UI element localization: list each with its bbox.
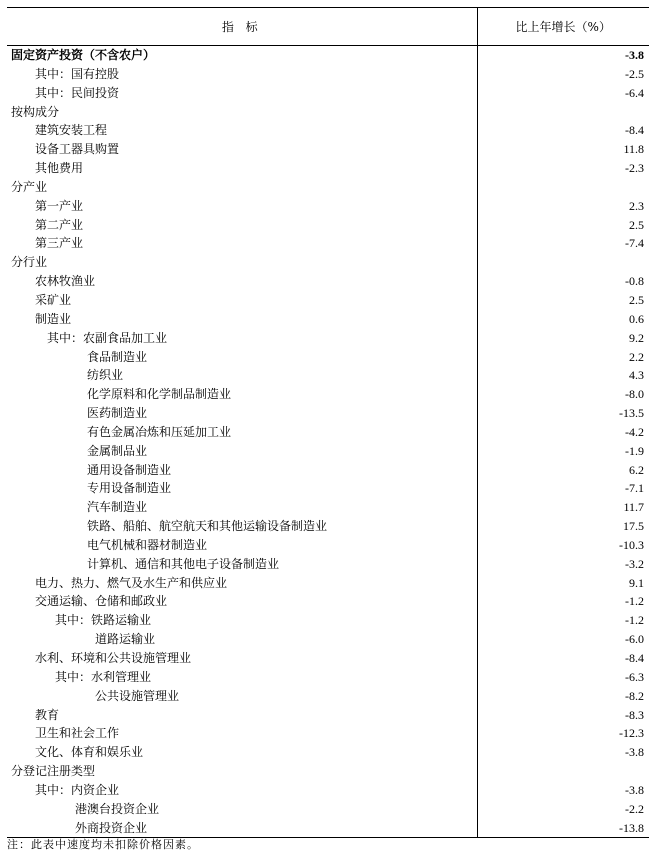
table-row [7,611,649,630]
indicator-label: 计算机、通信和其他电子设备制造业 [87,556,280,571]
indicator-label: 第三产业 [35,236,84,251]
indicator-label: 通用设备制造业 [87,462,172,477]
table-row [7,197,649,216]
growth-value: -7.4 [477,234,649,253]
indicator-label: 道路运输业 [95,632,156,647]
indicator-label: 其中：水利管理业 [55,669,152,684]
growth-value: -6.0 [477,630,649,649]
table-row [7,649,649,668]
growth-value: 2.5 [477,291,649,310]
growth-value: 9.1 [477,574,649,593]
table-row [7,159,649,178]
table-row [7,423,649,442]
growth-value: -8.4 [477,649,649,668]
table-row [7,743,649,762]
table-row [7,668,649,687]
growth-value: -1.2 [477,611,649,630]
table-body [7,46,649,838]
indicator-label: 卫生和社会工作 [35,726,120,741]
indicator-label: 采矿业 [35,292,72,307]
growth-value: -2.3 [477,159,649,178]
growth-value: -2.2 [477,800,649,819]
growth-value [477,103,649,122]
table-row [7,592,649,611]
indicator-label: 第二产业 [35,217,84,232]
growth-value [477,178,649,197]
indicator-label: 建筑安装工程 [35,123,108,138]
table-row [7,630,649,649]
statistics-table [7,7,649,838]
table-row [7,762,649,781]
indicator-label: 分产业 [11,179,48,194]
indicator-label: 食品制造业 [87,349,148,364]
table-row [7,103,649,122]
growth-value: 4.3 [477,366,649,385]
growth-value: 0.6 [477,310,649,329]
growth-value: -3.8 [477,46,649,65]
table-row [7,234,649,253]
indicator-label: 其中：农副食品加工业 [47,330,168,345]
indicator-column-header: 指 标 [7,8,477,46]
indicator-label: 分行业 [11,255,48,270]
growth-value: 2.3 [477,197,649,216]
growth-value: -8.3 [477,706,649,725]
indicator-label: 汽车制造业 [87,500,148,515]
growth-value: -8.0 [477,385,649,404]
table-row [7,517,649,536]
growth-value: -3.8 [477,743,649,762]
growth-value: -1.9 [477,442,649,461]
table-row [7,536,649,555]
table-row [7,800,649,819]
growth-value: -3.8 [477,781,649,800]
table-row [7,724,649,743]
table-row [7,329,649,348]
indicator-label: 分登记注册类型 [11,764,96,779]
indicator-label: 外商投资企业 [7,819,477,838]
indicator-label: 其中：国有控股 [35,66,120,81]
growth-value: 9.2 [477,329,649,348]
growth-value [477,253,649,272]
table-row [7,216,649,235]
table-row [7,46,649,65]
indicator-label: 固定资产投资（不含农户） [11,48,156,62]
growth-value: 2.5 [477,216,649,235]
growth-value: -12.3 [477,724,649,743]
table-row [7,706,649,725]
indicator-label: 农林牧渔业 [35,274,96,289]
growth-value: 11.8 [477,140,649,159]
indicator-label: 铁路、船舶、航空航天和其他运输设备制造业 [87,519,328,534]
indicator-label: 按构成分 [11,104,60,119]
growth-value: -4.2 [477,423,649,442]
growth-value: 17.5 [477,517,649,536]
table-row [7,442,649,461]
growth-column-header: 比上年增长（%） [477,8,649,46]
indicator-label: 文化、体育和娱乐业 [35,745,144,760]
indicator-label: 其中：民间投资 [35,85,120,100]
indicator-label: 公共设施管理业 [95,688,180,703]
growth-value [477,762,649,781]
table-row [7,253,649,272]
indicator-label: 有色金属冶炼和压延加工业 [87,424,232,439]
table-row [7,687,649,706]
growth-value: -13.5 [477,404,649,423]
indicator-label: 其他费用 [35,161,84,176]
growth-value: -3.2 [477,555,649,574]
table-row [7,781,649,800]
growth-value: -6.3 [477,668,649,687]
growth-value: -13.8 [477,819,649,838]
growth-value: -0.8 [477,272,649,291]
table-header-row [7,8,649,46]
indicator-label: 设备工器具购置 [35,142,120,157]
growth-value: -6.4 [477,84,649,103]
growth-value: -8.4 [477,121,649,140]
indicator-label: 制造业 [35,311,72,326]
table-row [7,479,649,498]
indicator-label: 纺织业 [87,368,124,383]
indicator-label: 金属制品业 [87,443,148,458]
growth-value: -7.1 [477,479,649,498]
growth-value: -10.3 [477,536,649,555]
table-row [7,461,649,480]
table-row [7,84,649,103]
table-row [7,385,649,404]
table-row [7,65,649,84]
indicator-label: 电气机械和器材制造业 [87,537,208,552]
indicator-label: 电力、热力、燃气及水生产和供应业 [35,575,228,590]
indicator-label: 其中：铁路运输业 [55,613,152,628]
table-row [7,348,649,367]
indicator-label: 医药制造业 [87,406,148,421]
growth-value: 6.2 [477,461,649,480]
table-row [7,121,649,140]
table-footnote: 注：此表中速度均未扣除价格因素。 [7,838,199,851]
table-row [7,498,649,517]
table-row [7,366,649,385]
growth-value: 2.2 [477,348,649,367]
table-row [7,574,649,593]
indicator-label: 港澳台投资企业 [75,801,160,816]
table-row [7,555,649,574]
table-row [7,178,649,197]
growth-value: -2.5 [477,65,649,84]
table-row [7,272,649,291]
growth-value: -1.2 [477,592,649,611]
indicator-label: 专用设备制造业 [87,481,172,496]
indicator-label: 交通运输、仓储和邮政业 [35,594,168,609]
indicator-label: 化学原料和化学制品制造业 [87,387,232,402]
indicator-label: 第一产业 [35,198,84,213]
indicator-label: 教育 [35,707,60,722]
growth-value: 11.7 [477,498,649,517]
growth-value: -8.2 [477,687,649,706]
indicator-label: 水利、环境和公共设施管理业 [35,651,192,665]
table-row [7,310,649,329]
table-row [7,291,649,310]
table-row [7,404,649,423]
indicator-label: 其中：内资企业 [35,782,120,797]
table-row [7,140,649,159]
